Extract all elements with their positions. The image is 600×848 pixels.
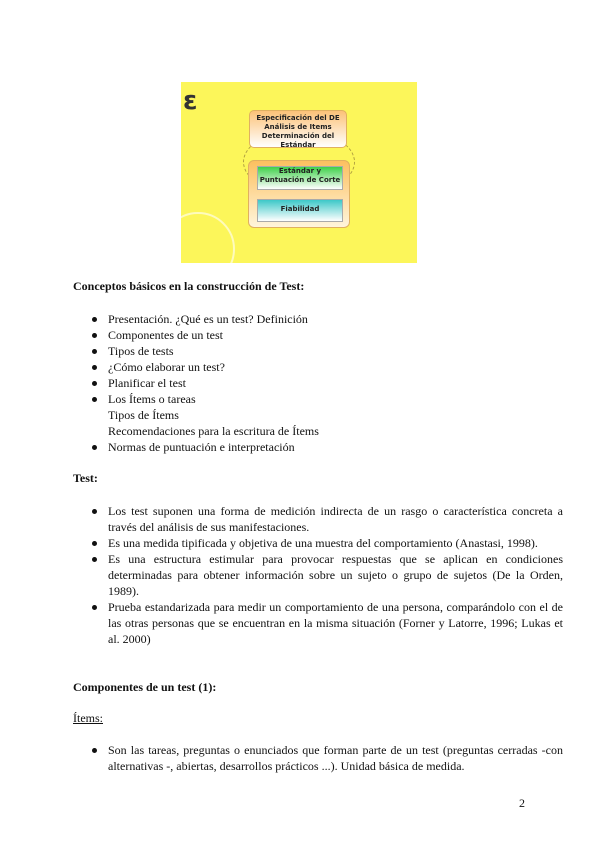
- diagram-box-reliability: Fiabilidad: [257, 199, 343, 222]
- seal-watermark: [161, 212, 235, 286]
- list-item: Normas de puntuación e interpretación: [108, 439, 563, 455]
- list-item: Planificar el test: [108, 375, 563, 391]
- concepts-list: [73, 311, 563, 455]
- diagram-box-standard: [257, 166, 343, 190]
- list-item: Los test suponen una forma de medición indirecta de un rasgo o característica concreta a través del análisis de sus manifestaciones.: [108, 504, 563, 534]
- section-heading: Componentes de un test (1):: [73, 680, 217, 694]
- list-item: Es una medida tipificada y objetiva de una muestra del comportamiento (Anastasi, 1998).: [108, 535, 563, 551]
- list-item: Prueba estandarizada para medir un comportamiento de una persona, comparándolo con el de las otras personas que se encuentran en la misma situación (Forner y Latorre, 1996; Lukas et al. 2000): [108, 600, 563, 646]
- diagram-box-specification: [249, 110, 347, 148]
- list-item: Son las tareas, preguntas o enunciados que forman parte de un test (preguntas cerradas -con alternativas -, abiertas, desarrollos prácticos ...). Unidad básica de medida.: [108, 743, 563, 773]
- page-number: 2: [519, 796, 525, 810]
- box-line: Estándar y: [278, 167, 322, 175]
- box-line: Puntuación de Corte: [259, 176, 341, 184]
- section-heading: Test:: [73, 471, 98, 485]
- subheading: Ítems:: [73, 711, 103, 725]
- sub-item: Tipos de Ítems: [108, 408, 179, 422]
- list-item: Presentación. ¿Qué es un test? Definición: [108, 311, 563, 327]
- list-item: Componentes de un test: [108, 327, 563, 343]
- box-line: Especificación del DE: [256, 114, 340, 122]
- box-line: Determinación del Estándar: [261, 132, 335, 149]
- box-line: Análisis de Items: [264, 123, 332, 131]
- test-definitions-list: [73, 503, 563, 647]
- items-list: [73, 742, 563, 774]
- list-item: Los Ítems o tareas: [108, 391, 563, 407]
- list-item: ¿Cómo elaborar un test?: [108, 359, 563, 375]
- test-construction-diagram: [181, 82, 417, 263]
- logo-icon: ε: [183, 86, 198, 116]
- section-heading: Conceptos básicos en la construcción de Test:: [73, 279, 305, 293]
- list-item: Es una estructura estimular para provocar respuestas que se aplican en condiciones determinadas para obtener información sobre un sujeto o grupo de sujetos (De la Orden, 1989).: [108, 552, 563, 598]
- list-item: Tipos de tests: [108, 343, 563, 359]
- sub-item: Recomendaciones para la escritura de Ítems: [108, 424, 319, 438]
